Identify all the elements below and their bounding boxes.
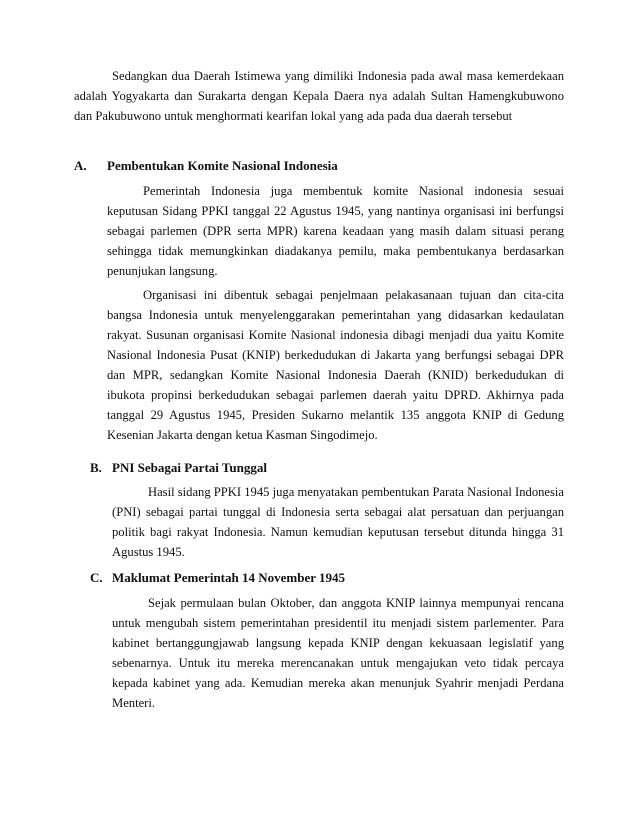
intro-paragraph — [74, 66, 564, 126]
section-c-title: Maklumat Pemerintah 14 November 1945 — [112, 570, 346, 585]
section-c-paragraph — [112, 593, 564, 713]
section-a-paragraph-1-text: Pemerintah Indonesia juga membentuk komite Nasional indonesia sesuai keputusan Sidang PPKI tanggal 22 Agustus 1945, yang nantinya organisasi ini berfungsi sebagai parlemen (DPR serta MPR) karena keadaan yang masih dalam situasi perang sehingga tidak memungkinkan diadakanya pemilu, maka pembentukanya berdasarkan penunjukan langsung. — [107, 184, 564, 278]
section-b-paragraph — [112, 482, 564, 562]
section-c-marker: C. — [90, 570, 103, 585]
section-a-paragraph-1 — [107, 181, 564, 281]
section-a-paragraph-2 — [107, 285, 564, 445]
section-c-paragraph-text: Sejak permulaan bulan Oktober, dan anggota KNIP lainnya mempunyai rencana untuk mengubah sistem pemerintahan presidentil itu menjadi sistem parlementer. Para kabinet bertanggungjawab langsung kepada KNIP dengan kekuasaan legislatif yang sebenarnya. Untuk itu mereka merencanakan untuk mengajukan veto tidak percaya kepada kabinet yang ada. Kemudian mereka akan menunjuk Syahrir menjadi Perdana Menteri. — [112, 596, 564, 710]
section-a-marker: A. — [74, 158, 87, 173]
section-b-title: PNI Sebagai Partai Tunggal — [112, 460, 267, 475]
section-b-marker: B. — [90, 460, 102, 475]
section-a-title: Pembentukan Komite Nasional Indonesia — [107, 158, 338, 173]
section-a-heading — [74, 156, 338, 176]
section-c-heading — [90, 568, 345, 588]
intro-text: Sedangkan dua Daerah Istimewa yang dimiliki Indonesia pada awal masa kemerdekaan adalah Yogyakarta dan Surakarta dengan Kepala Daera nya adalah Sultan Hamengkubuwono dan Pakubuwono untuk menghormati kearifan lokal yang ada pada dua daerah tersebut — [74, 69, 564, 123]
section-b-paragraph-text: Hasil sidang PPKI 1945 juga menyatakan pembentukan Parata Nasional Indonesia (PNI) sebagai partai tunggal di Indonesia serta sebagai alat persatuan dan perjuangan politik bagi rakyat Indonesia. Namun kemudian keputusan tersebut ditunda hingga 31 Agustus 1945. — [112, 485, 564, 559]
section-a-paragraph-2-text: Organisasi ini dibentuk sebagai penjelmaan pelakasanaan tujuan dan cita-cita bangsa Indonesia untuk menyelenggarakan pemerintahan yang didasarkan kedaulatan rakyat. Susunan organisasi Komite Nasional indonesia dibagi menjadi dua yaitu Komite Nasional Indonesia Pusat (KNIP) berkedudukan di Jakarta yang berfungsi sebagai DPR dan MPR, sedangkan Komite Nasional Indonesia Daerah (KNID) berkedudukan di ibukota propinsi berkedudukan sebagai parlemen daerah yaitu DPRD. Akhirnya pada tanggal 29 Agustus 1945, Presiden Sukarno melantik 135 anggota KNIP di Gedung Kesenian Jakarta dengan ketua Kasman Singodimejo. — [107, 288, 564, 442]
section-b-heading — [90, 458, 267, 478]
